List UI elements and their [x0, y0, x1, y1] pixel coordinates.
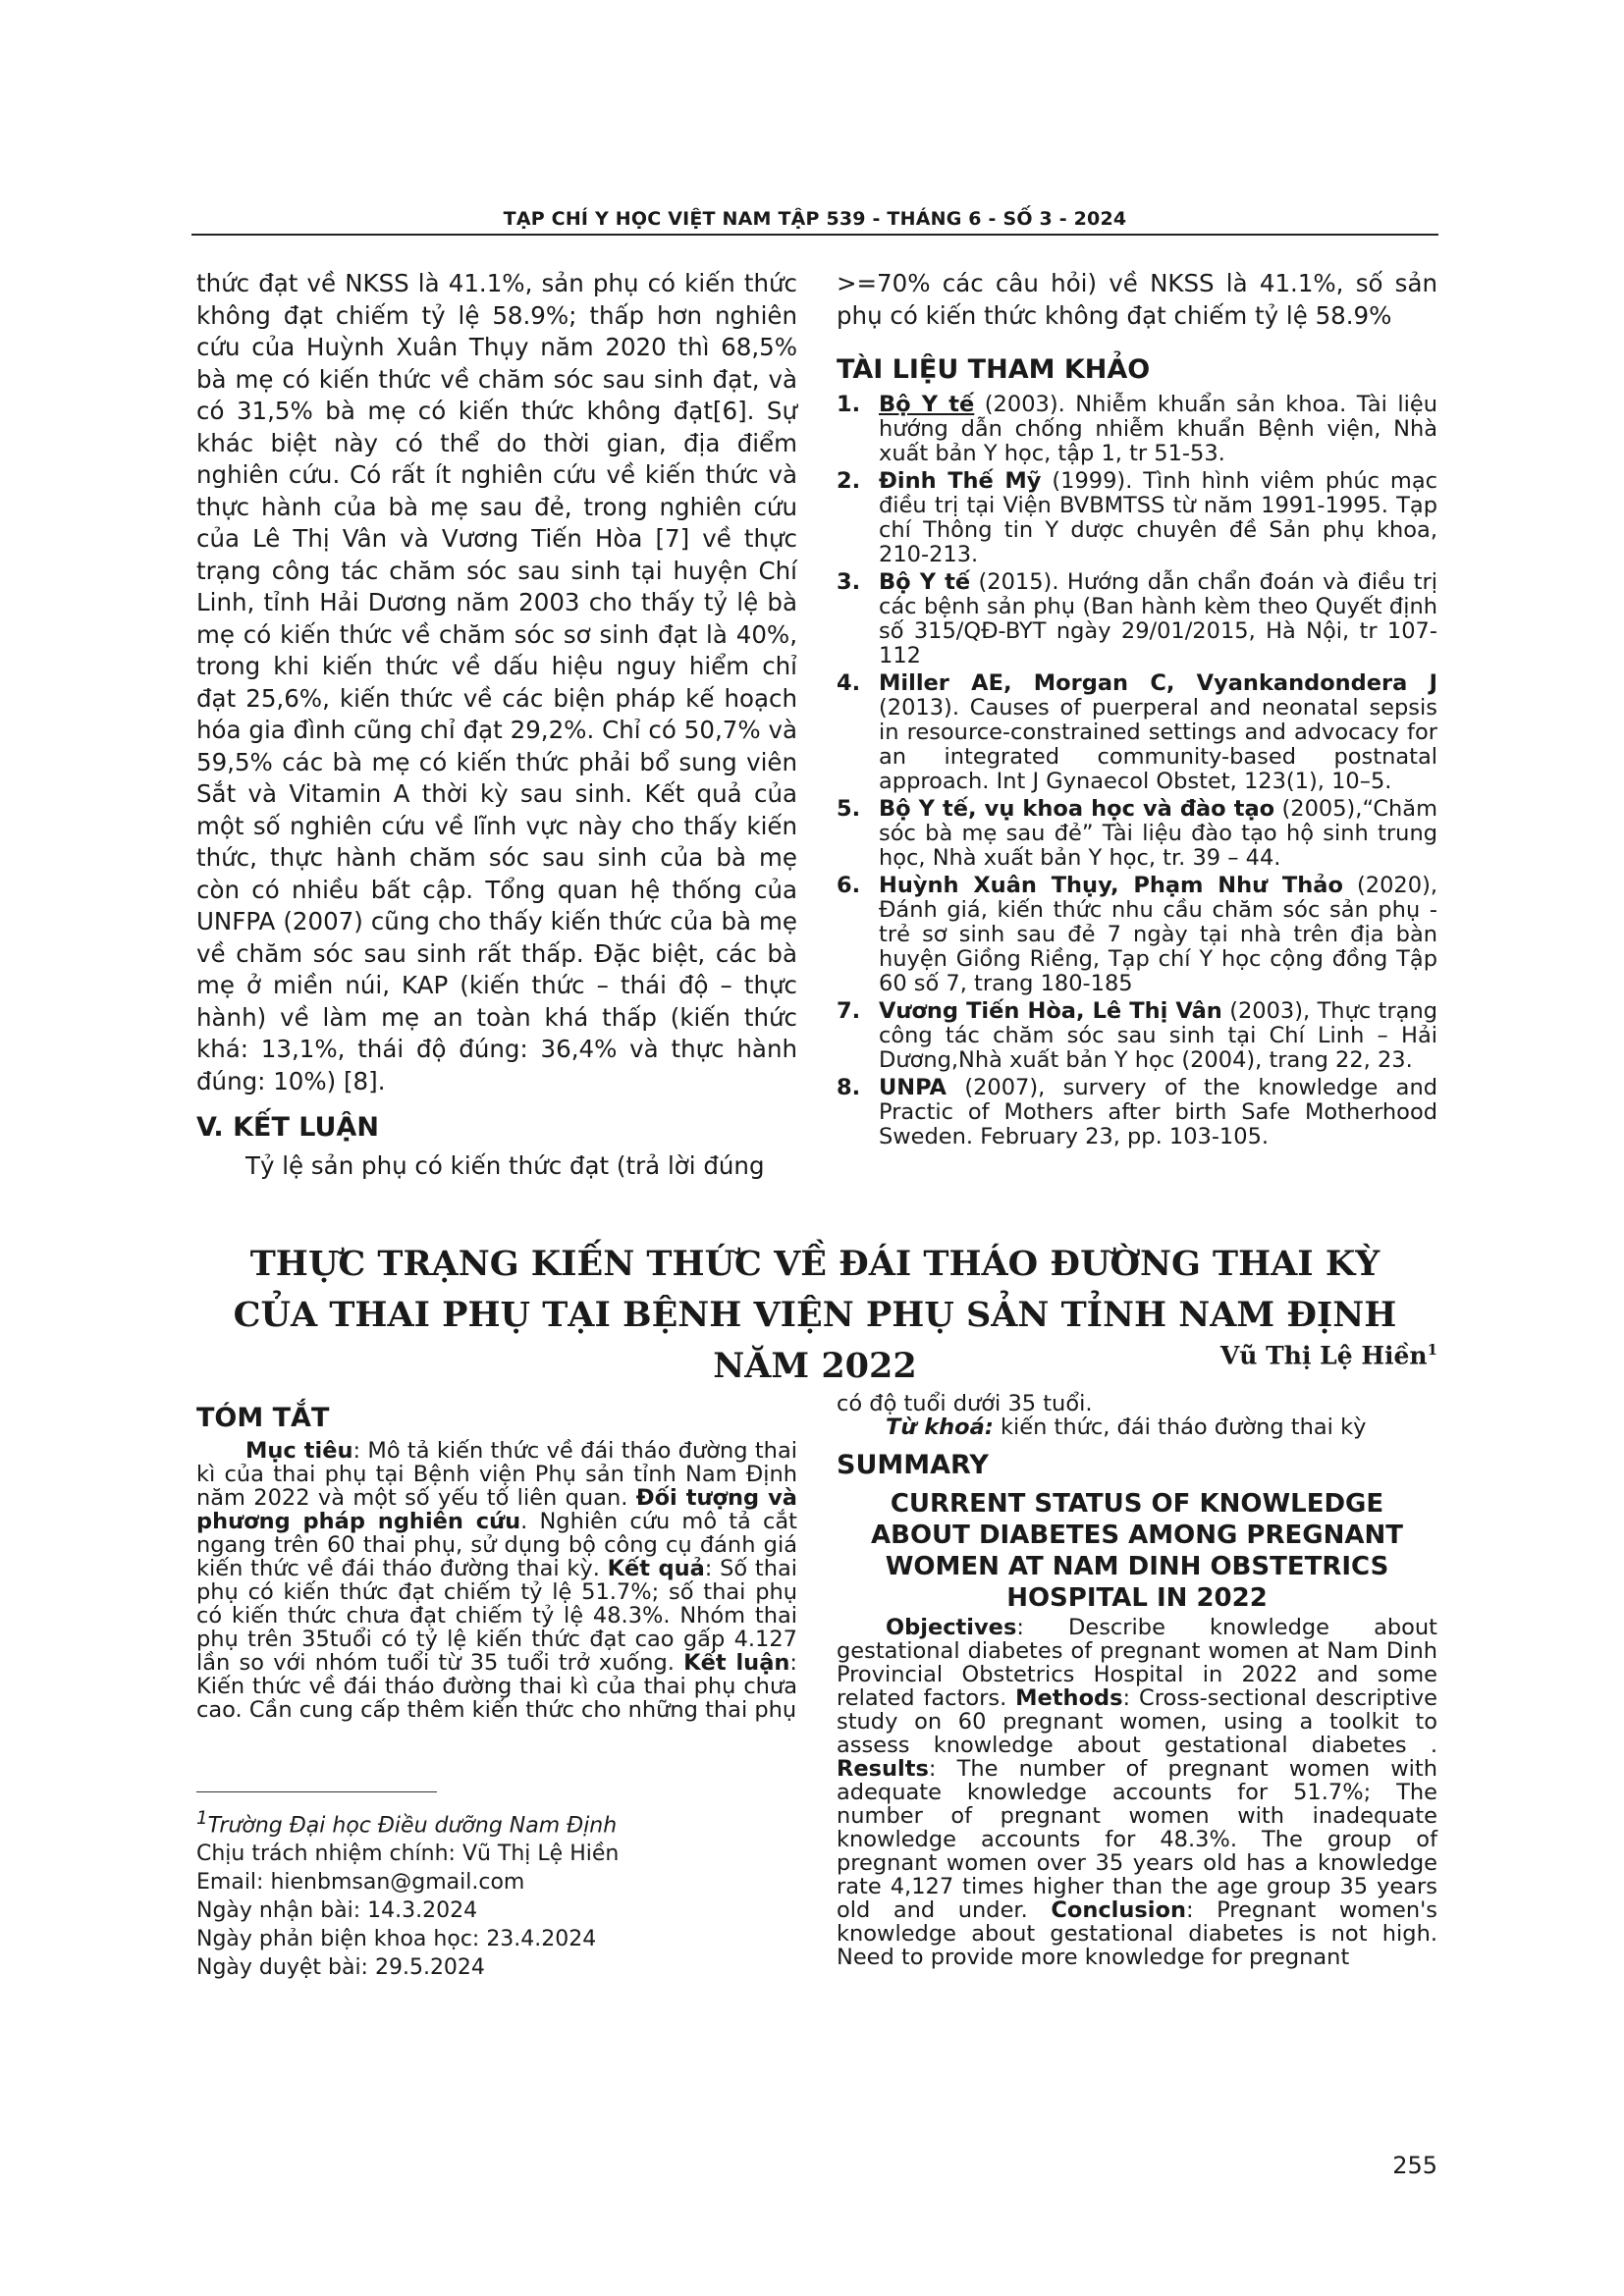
reference-authors: Huỳnh Xuân Thụy, Phạm Như Thảo	[879, 873, 1343, 898]
references-heading: TÀI LIỆU THAM KHẢO	[837, 354, 1151, 385]
reference-item	[837, 671, 1437, 794]
reference-item	[837, 570, 1437, 668]
footnote-reviewed: Ngày phản biện khoa học: 23.4.2024	[196, 1927, 597, 1952]
summary-methods-label: Methods	[1015, 1685, 1123, 1711]
reference-number: 2.	[837, 468, 861, 494]
conclusion-continued: >=70% các câu hỏi) về NKSS là 41.1%, số sản phụ có kiến thức không đạt chiếm tỷ lệ 58.9%	[837, 269, 1437, 330]
conclusion-label: Kết luận	[683, 1650, 790, 1676]
abstract-left-column	[196, 1392, 797, 1722]
summary-results-label: Results	[837, 1756, 929, 1782]
footnote-rule	[196, 1791, 437, 1792]
journal-header: TẠP CHÍ Y HỌC VIỆT NAM TẬP 539 - THÁNG 6 - SỐ 3 - 2024	[503, 208, 1127, 230]
summary-objectives-label: Objectives	[886, 1615, 1017, 1640]
reference-item	[837, 797, 1437, 871]
article-title-line-2: CỦA THAI PHỤ TẠI BỆNH VIỆN PHỤ SẢN TỈNH NAM ĐỊNH NĂM 2022	[233, 1295, 1397, 1386]
author-name: Vũ Thị Lệ Hiền	[1219, 1341, 1428, 1370]
author-affiliation-marker: 1	[1427, 1341, 1437, 1359]
prev-article-left-column	[196, 268, 797, 1183]
footnotes	[196, 1804, 797, 1982]
reference-number: 4.	[837, 670, 861, 696]
abstract-right-column	[837, 1392, 1437, 1969]
objective-label: Mục tiêu	[245, 1438, 353, 1464]
conclusion-heading: V. KẾT LUẬN	[196, 1112, 379, 1143]
article-title-line-1: THỰC TRẠNG KIẾN THỨC VỀ ĐÁI THÁO ĐƯỜNG THAI KỲ	[249, 1244, 1380, 1284]
keywords-text: kiến thức, đái tháo đường thai kỳ	[993, 1415, 1367, 1440]
reference-item	[837, 999, 1437, 1073]
affiliation-marker: 1	[196, 1808, 208, 1829]
abstract-body	[196, 1439, 797, 1722]
reference-item	[837, 1076, 1437, 1149]
reference-authors: Đinh Thế Mỹ	[879, 468, 1042, 494]
reference-text: (2020), Đánh giá, kiến thức nhu cầu chăm sóc sản phụ - trẻ sơ sinh sau đẻ 7 ngày tại nhà trên địa bàn huyện Giồng Riềng, Tạp chí Y học cộng đồng Tập 60 số 7, trang 180-185	[879, 873, 1437, 996]
summary-methods-text: : Cross-sectional descriptive study on 60 pregnant women, using a toolkit to assess knowledge about gestational diabetes .	[837, 1685, 1437, 1758]
reference-item	[837, 874, 1437, 996]
reference-authors: Miller AE, Morgan C, Vyankandondera J	[879, 670, 1437, 696]
reference-item	[837, 469, 1437, 567]
footnote-received: Ngày nhận bài: 14.3.2024	[196, 1898, 478, 1924]
footnote-email: Email: hienbmsan@gmail.com	[196, 1870, 525, 1896]
reference-text: (2003), Thực trạng công tác chăm sóc sau sinh tại Chí Linh – Hải Dương,Nhà xuất bản Y học (2004), trang 22, 23.	[879, 998, 1437, 1073]
objective-text: : Mô tả kiến thức về đái tháo đường thai kì của thai phụ tại Bệnh viện Phụ sản tỉnh Nam Định năm 2022 và một số yếu tố liên quan.	[196, 1438, 797, 1511]
conclusion-text: : Kiến thức về đái tháo đường thai kì của thai phụ chưa cao. Cần cung cấp thêm kiến thức cho những thai phụ	[196, 1650, 797, 1723]
summary-conclusion-label: Conclusion	[1051, 1897, 1186, 1923]
abstract-conclusion-continued: có độ tuổi dưới 35 tuổi.	[837, 1391, 1093, 1416]
reference-number: 8.	[837, 1075, 861, 1100]
prev-article-right-column	[837, 268, 1437, 1152]
reference-list	[837, 393, 1437, 1149]
results-label: Kết quả	[607, 1556, 705, 1581]
abstract-heading: TÓM TẮT	[196, 1403, 330, 1433]
summary-objectives-text: : Describe knowledge about gestational diabetes of pregnant women at Nam Dinh Provincial Obstetrics Hospital in 2022 and some related factors.	[837, 1615, 1437, 1711]
reference-authors: Bộ Y tế, vụ khoa học và đào tạo	[879, 796, 1275, 822]
summary-body	[837, 1616, 1437, 1969]
article-author	[1220, 1341, 1437, 1369]
affiliation-text: Trường Đại học Điều dưỡng Nam Định	[207, 1813, 618, 1839]
reference-number: 5.	[837, 796, 861, 822]
reference-text: (2015). Hướng dẫn chẩn đoán và điều trị các bệnh sản phụ (Ban hành kèm theo Quyết định số 315/QĐ-BYT ngày 29/01/2015, Hà Nội, tr 107-112	[879, 569, 1438, 668]
summary-heading: SUMMARY	[837, 1450, 989, 1480]
reference-text: (2007), survery of the knowledge and Practic of Mothers after birth Safe Motherhood Sweden. February 23, pp. 103-105.	[879, 1075, 1437, 1149]
reference-number: 7.	[837, 998, 861, 1024]
reference-number: 1.	[837, 392, 861, 417]
summary-title: CURRENT STATUS OF KNOWLEDGE ABOUT DIABETES AMONG PREGNANT WOMEN AT NAM DINH OBSTETRICS HOSPITAL IN 2022	[871, 1489, 1403, 1613]
results-text: : Số thai phụ có kiến thức đạt chiếm tỷ lệ 51.7%; số thai phụ có kiến thức chưa đạt chiếm tỷ lệ 48.3%. Nhóm thai phụ trên 35tuổi có tỷ lệ kiến thức đạt cao gấp 4.127 lần so với nhóm tuổi từ 35 tuổi trở xuống.	[196, 1556, 798, 1676]
reference-item	[837, 393, 1437, 466]
summary-conclusion-text: : Pregnant women's knowledge about gestational diabetes is not high. Need to provide more knowledge for pregnant	[837, 1897, 1437, 1970]
footnote-responsible: Chịu trách nhiệm chính: Vũ Thị Lệ Hiền	[196, 1842, 620, 1867]
reference-number: 6.	[837, 873, 861, 898]
discussion-paragraph: thức đạt về NKSS là 41.1%, sản phụ có kiến thức không đạt chiếm tỷ lệ 58.9%; thấp hơn nghiên cứu của Huỳnh Xuân Thụy năm 2020 thì 68,5% bà mẹ có kiến thức về chăm sóc sau sinh đạt, và có 31,5% bà mẹ có kiến thức không đạt[6]. Sự khác biệt này có thể do thời gian, địa điểm nghiên cứu. Có rất ít nghiên cứu về kiến thức và thực hành của bà mẹ sau đẻ, trong nghiên cứu của Lê Thị Vân và Vương Tiến Hòa [7] về thực trạng công tác chăm sóc sau sinh tại huyện Chí Linh, tỉnh Hải Dương năm 2003 cho thấy tỷ lệ bà mẹ có kiến thức về chăm sóc sơ sinh đạt là 40%, trong khi kiến thức về dấu hiệu nguy hiểm chỉ đạt 25,6%, kiến thức về các biện pháp kế hoạch hóa gia đình cũng chỉ đạt 29,2%. Chỉ có 50,7% và 59,5% các bà mẹ có kiến thức phải bổ sung viên Sắt và Vitamin A thời kỳ sau sinh. Kết quả của một số nghiên cứu về lĩnh vực này cho thấy kiến thức, thực hành chăm sóc sau sinh của bà mẹ còn có nhiều bất cập. Tổng quan hệ thống của UNFPA (2007) cũng cho thấy kiến thức của bà mẹ về chăm sóc sau sinh rất thấp. Đặc biệt, các bà mẹ ở miền núi, KAP (kiến thức – thái độ – thực hành) về làm mẹ an toàn khá thấp (kiến thức khá: 13,1%, thái độ đúng: 36,4% và thực hành đúng: 10%) [8].	[196, 269, 797, 1095]
reference-number: 3.	[837, 569, 861, 595]
reference-text: (2005),“Chăm sóc bà mẹ sau đẻ” Tài liệu đào tạo hộ sinh trung học, Nhà xuất bản Y học, tr. 39 – 44.	[879, 796, 1437, 871]
keywords	[837, 1415, 1437, 1439]
page-number: 255	[1392, 2152, 1437, 2179]
reference-text: (2013). Causes of puerperal and neonatal sepsis in resource-constrained settings and advocacy for an integrated community-based postnatal approach. Int J Gynaecol Obstet, 123(1), 10–5.	[879, 695, 1437, 794]
methods-label: Đối tượng và phương pháp nghiên cứu	[196, 1485, 797, 1534]
methods-text: . Nghiên cứu mô tả cắt ngang trên 60 thai phụ, sử dụng bộ công cụ đánh giá kiến thức về đái tháo đường thai kỳ.	[196, 1509, 797, 1581]
summary-results-text: : The number of pregnant women with adequate knowledge accounts for 51.7%; The number of pregnant women with inadequate knowledge accounts for 48.3%. The group of pregnant women over 35 years old has a knowledge rate 4,127 times higher than the age group 35 years old and under.	[837, 1756, 1437, 1923]
reference-text: (2003). Nhiễm khuẩn sản khoa. Tài liệu hướng dẫn chống nhiễm khuẩn Bệnh viện, Nhà xuất bản Y học, tập 1, tr 51-53.	[879, 392, 1437, 466]
reference-text: (1999). Tình hình viêm phúc mạc điều trị tại Viện BVBMTSS từ năm 1991-1995. Tạp chí Thông tin Y dược chuyên đề Sản phụ khoa, 210-213.	[879, 468, 1437, 567]
conclusion-start: Tỷ lệ sản phụ có kiến thức đạt (trả lời đúng	[245, 1151, 765, 1180]
footnote-approved: Ngày duyệt bài: 29.5.2024	[196, 1955, 485, 1981]
reference-authors: Bộ Y tế	[879, 569, 971, 595]
reference-authors: UNPA	[879, 1075, 947, 1100]
reference-authors: Bộ Y tế	[879, 392, 975, 417]
header-rule	[191, 234, 1438, 236]
keywords-label: Từ khoá:	[886, 1415, 994, 1440]
footnote-affiliation	[196, 1804, 797, 1840]
reference-authors: Vương Tiến Hòa, Lê Thị Vân	[879, 998, 1222, 1024]
